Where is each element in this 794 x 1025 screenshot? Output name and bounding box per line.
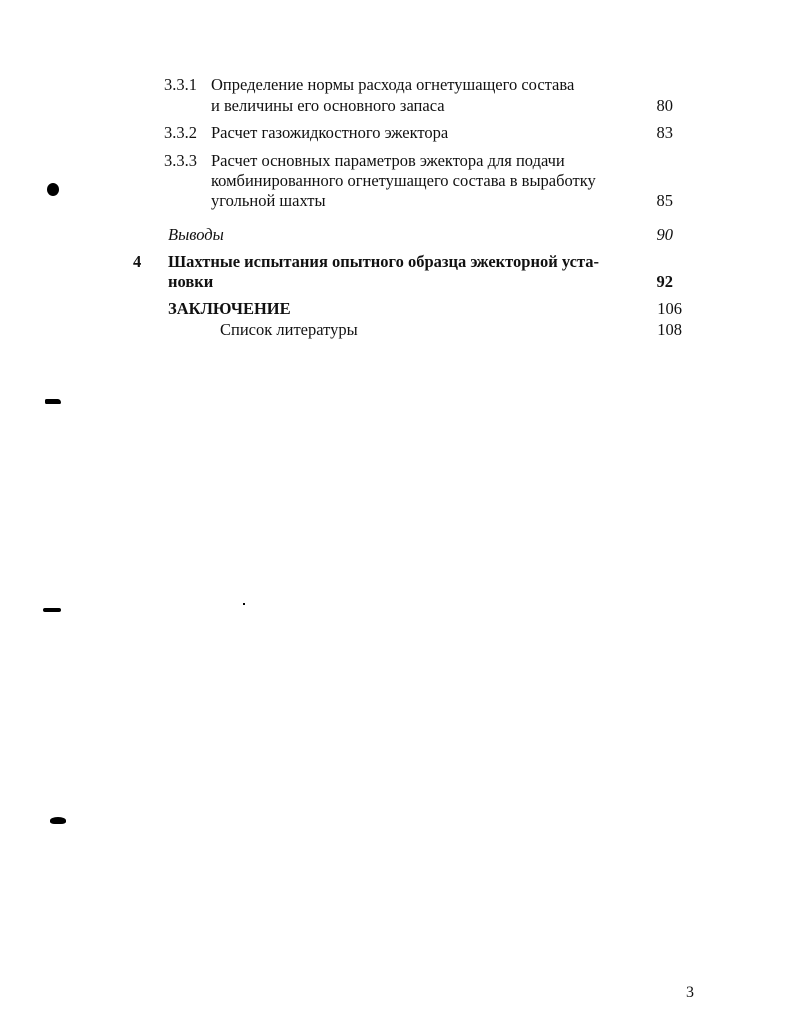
toc-entry-title: Список литературы xyxy=(220,320,358,339)
toc-entry-title-cont: новки xyxy=(168,272,214,291)
toc-entry-title-cont: комбинированного огнетушащего состава в выработку xyxy=(211,171,596,190)
toc-entry-number: 3.3.3 xyxy=(164,151,197,170)
toc-entry-title: Выводы xyxy=(168,225,224,244)
toc-entry-page: 106 xyxy=(657,299,682,318)
toc-entry-page: 83 xyxy=(656,123,673,142)
page-number: 3 xyxy=(686,984,694,1001)
toc-entry-page: 92 xyxy=(656,272,673,291)
toc-entry-title: Расчет газожидкостного эжектора xyxy=(211,123,449,142)
toc-entry-number: 3.3.1 xyxy=(164,75,197,94)
toc-entry-title: Шахтные испытания опытного образца эжекторной уста- xyxy=(168,252,599,271)
scan-artifact xyxy=(43,608,61,612)
scan-artifact xyxy=(47,183,59,196)
toc-entry-title-cont: и величины его основного запаса xyxy=(211,96,445,115)
scan-artifact xyxy=(45,399,61,404)
scan-artifact xyxy=(50,817,66,824)
toc-entry-number: 4 xyxy=(133,252,142,271)
toc-entry-page: 90 xyxy=(656,225,673,244)
toc-entry-page: 80 xyxy=(656,96,673,115)
toc-entry-page: 85 xyxy=(656,191,673,210)
toc-entry-number: 3.3.2 xyxy=(164,123,197,142)
toc-entry-title: Расчет основных параметров эжектора для подачи xyxy=(211,151,565,170)
toc-entry-page: 108 xyxy=(657,320,682,339)
scan-artifact xyxy=(243,603,245,605)
toc-entry-title-cont: угольной шахты xyxy=(211,191,326,210)
toc-entry-title: ЗАКЛЮЧЕНИЕ xyxy=(168,299,291,318)
toc-entry-title: Определение нормы расхода огнетушащего состава xyxy=(211,75,575,94)
